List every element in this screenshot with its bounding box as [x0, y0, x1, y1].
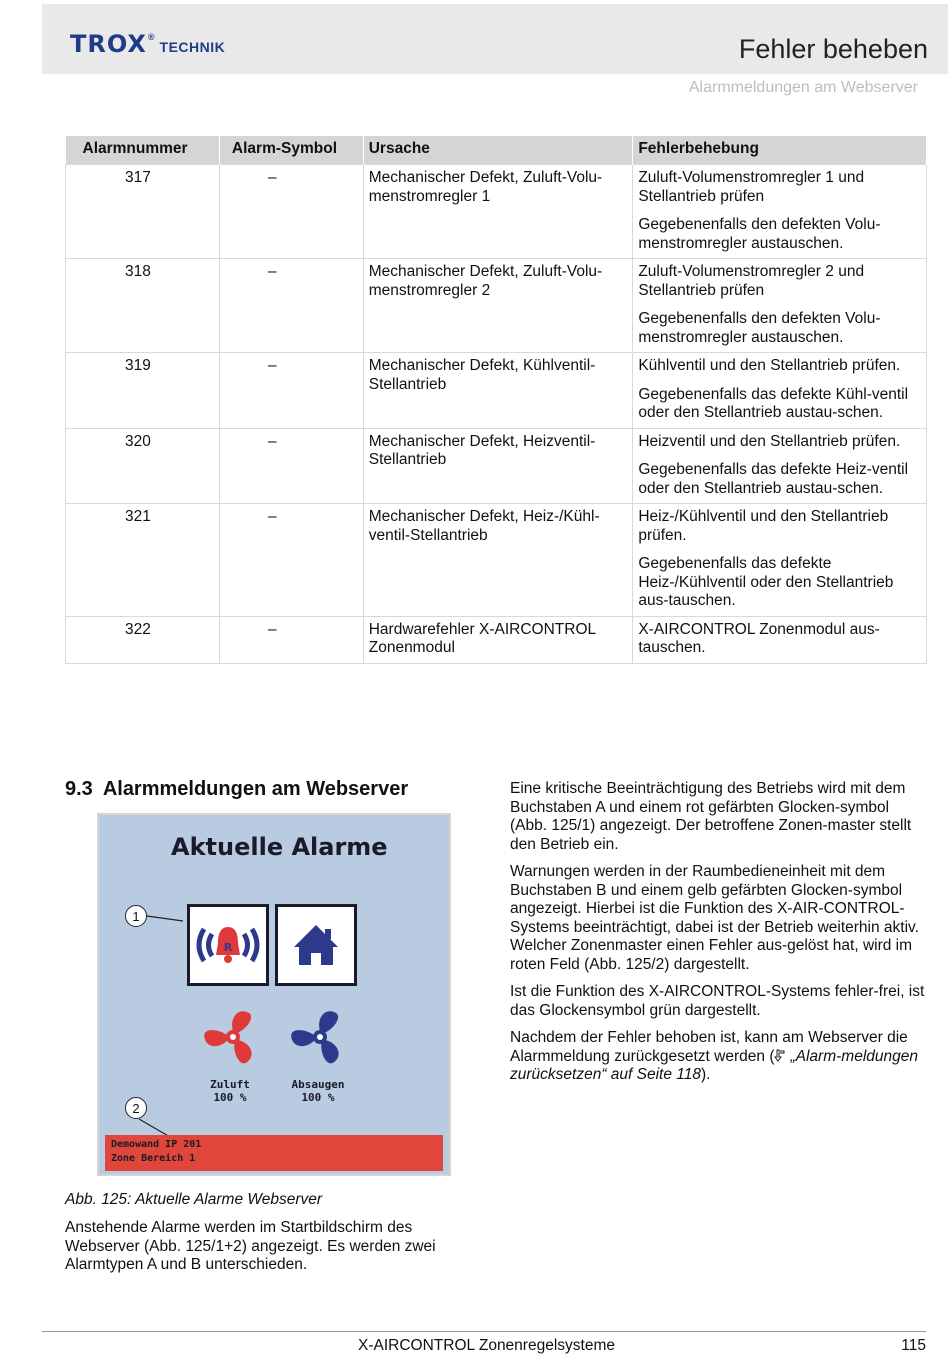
alarm-cause: Mechanischer Defekt, Heiz-/Kühl-ventil-Stellantrieb — [363, 504, 633, 617]
figure-title: Aktuelle Alarme — [171, 833, 388, 861]
footer-divider — [42, 1331, 926, 1332]
table-row — [66, 616, 927, 663]
alarm-number: 319 — [66, 353, 220, 429]
logo-trox: TROX — [70, 30, 147, 58]
absaugen-name: Absaugen — [291, 1078, 345, 1091]
fix-step: Gegebenenfalls das defekte Kühl-ventil oder den Stellantrieb austau-schen. — [638, 385, 909, 421]
alarm-number: 317 — [66, 165, 220, 259]
alarm-symbol: – — [219, 165, 363, 259]
col-header-ursache: Ursache — [363, 136, 633, 165]
fix-step: Gegebenenfalls das defekte Heiz-ventil oder den Stellantrieb austau-schen. — [638, 461, 909, 497]
alarm-cause: Hardwarefehler X-AIRCONTROL Zonenmodul — [363, 616, 633, 663]
col-header-fehlerbehebung: Fehlerbehebung — [633, 136, 927, 165]
alarm-number: 321 — [66, 504, 220, 617]
fix-step: Zuluft-Volumenstromregler 1 und Stellantrieb prüfen — [638, 169, 865, 205]
paragraph-critical: Eine kritische Beeinträchtigung des Betriebs wird mit dem Buchstaben A und einem rot gefärbten Glocken-symbol (Abb. 125/1) angezeigt. Der betroffene Zonen-master stellt den Betrieb ein. — [510, 780, 912, 853]
table-row — [66, 428, 927, 504]
alarm-fix — [633, 504, 927, 617]
alarm-cause: Mechanischer Defekt, Zuluft-Volu-menstromregler 1 — [363, 165, 633, 259]
zuluft-name: Zuluft — [210, 1078, 250, 1091]
paragraph-reset — [510, 1029, 928, 1085]
alarm-symbol: – — [219, 259, 363, 353]
footer-title: X-AIRCONTROL Zonenregelsysteme — [358, 1337, 615, 1354]
col-header-alarmnummer: Alarmnummer — [66, 136, 220, 165]
alarm-letter: R — [223, 941, 233, 954]
alarm-number: 320 — [66, 428, 220, 504]
description-column — [510, 780, 928, 1094]
alarm-fix — [633, 616, 927, 663]
reset-text-start: Nachdem der Fehler behoben ist, kann am Webserver die Alarmmeldung zurückgesetzt werden ( — [510, 1029, 908, 1065]
alarm-table — [65, 136, 927, 664]
absaugen-value: 100 % — [301, 1091, 335, 1104]
paragraph-ok: Ist die Funktion des X-AIRCONTROL-Systems fehler-frei, ist das Glockensymbol grün dargestellt. — [510, 983, 925, 1019]
reset-text-end: ). — [701, 1066, 711, 1083]
table-row — [66, 353, 927, 429]
alarm-symbol: – — [219, 428, 363, 504]
section-subtitle: Alarmmeldungen am Webserver — [688, 79, 918, 96]
reset-link[interactable]: „Alarm-meldungen zurücksetzen“ auf Seite 118 — [510, 1047, 918, 1083]
alarm-fix — [633, 428, 927, 504]
webserver-screenshot — [97, 813, 451, 1176]
table-row — [66, 165, 927, 259]
alarm-fix — [633, 259, 927, 353]
fix-step: Gegebenenfalls den defekten Volu-menstromregler austauschen. — [638, 216, 881, 252]
page-header — [42, 4, 948, 74]
callout-lines — [99, 815, 449, 1174]
fix-step: Heiz-/Kühlventil und den Stellantrieb prüfen. — [638, 508, 889, 544]
alarm-symbol: – — [219, 504, 363, 617]
alarm-cause: Mechanischer Defekt, Heizventil-Stellantrieb — [363, 428, 633, 504]
section-title: Alarmmeldungen am Webserver — [102, 778, 409, 800]
paragraph-warnings: Warnungen werden in der Raumbedieneinheit mit dem Buchstaben B und einem gelb gefärbten Glocken-symbol angezeigt. Hierbei ist die Funktion des X-AIR-CONTROL-Systems beeinträchtigt, dabei ist der Betrieb weiterhin aktiv. Welcher Zonenmaster einen Fehler aus-gelöst hat, wird im roten Feld (Abb. 125/2) dargestellt. — [510, 863, 919, 973]
alarm-number: 322 — [66, 616, 220, 663]
zonenmaster-error-bar[interactable] — [105, 1135, 443, 1171]
callout-2: 2 — [125, 1097, 147, 1119]
fix-step: X-AIRCONTROL Zonenmodul aus-tauschen. — [638, 620, 880, 656]
col-header-alarm-symbol: Alarm-Symbol — [219, 136, 363, 165]
link-arrow-icon — [774, 1049, 786, 1062]
page-number: 115 — [901, 1337, 926, 1354]
section-number: 9.3 — [65, 778, 93, 800]
fix-step: Kühlventil und den Stellantrieb prüfen. — [638, 357, 901, 374]
figure-caption: Abb. 125: Aktuelle Alarme Webserver — [65, 1191, 323, 1208]
error-bar-line1: Demowand IP 201 — [111, 1139, 202, 1150]
fix-step: Heizventil und den Stellantrieb prüfen. — [638, 432, 901, 450]
callout-1: 1 — [125, 905, 147, 927]
table-row — [66, 504, 927, 617]
page-title: Fehler beheben — [738, 34, 928, 64]
logo-reg: ® — [147, 32, 156, 42]
zuluft-value: 100 % — [213, 1091, 247, 1104]
trox-logo — [70, 30, 225, 58]
alarm-symbol: – — [219, 616, 363, 663]
alarm-cause: Mechanischer Defekt, Kühlventil-Stellantrieb — [363, 353, 633, 429]
logo-technik: TECHNIK — [159, 39, 226, 55]
alarm-number: 318 — [66, 259, 220, 353]
alarm-fix — [633, 165, 927, 259]
table-header-row — [66, 136, 927, 165]
alarm-cause: Mechanischer Defekt, Zuluft-Volu-menstromregler 2 — [363, 259, 633, 353]
alarm-symbol: – — [219, 353, 363, 429]
table-row — [66, 259, 927, 353]
intro-paragraph: Anstehende Alarme werden im Startbildschirm des Webserver (Abb. 125/1+2) angezeigt. Es werden zwei Alarmtypen A und B unterschieden. — [65, 1219, 436, 1273]
error-bar-line2: Zone Bereich 1 — [111, 1153, 196, 1164]
fix-step: Gegebenenfalls das defekte Heiz-/Kühlventil oder den Stellantrieb aus-tauschen. — [638, 555, 894, 609]
section-heading — [65, 778, 408, 801]
alarm-fix — [633, 353, 927, 429]
fix-step: Gegebenenfalls den defekten Volu-menstromregler austauschen. — [638, 310, 881, 346]
fix-step: Zuluft-Volumenstromregler 2 und Stellantrieb prüfen — [638, 263, 865, 299]
